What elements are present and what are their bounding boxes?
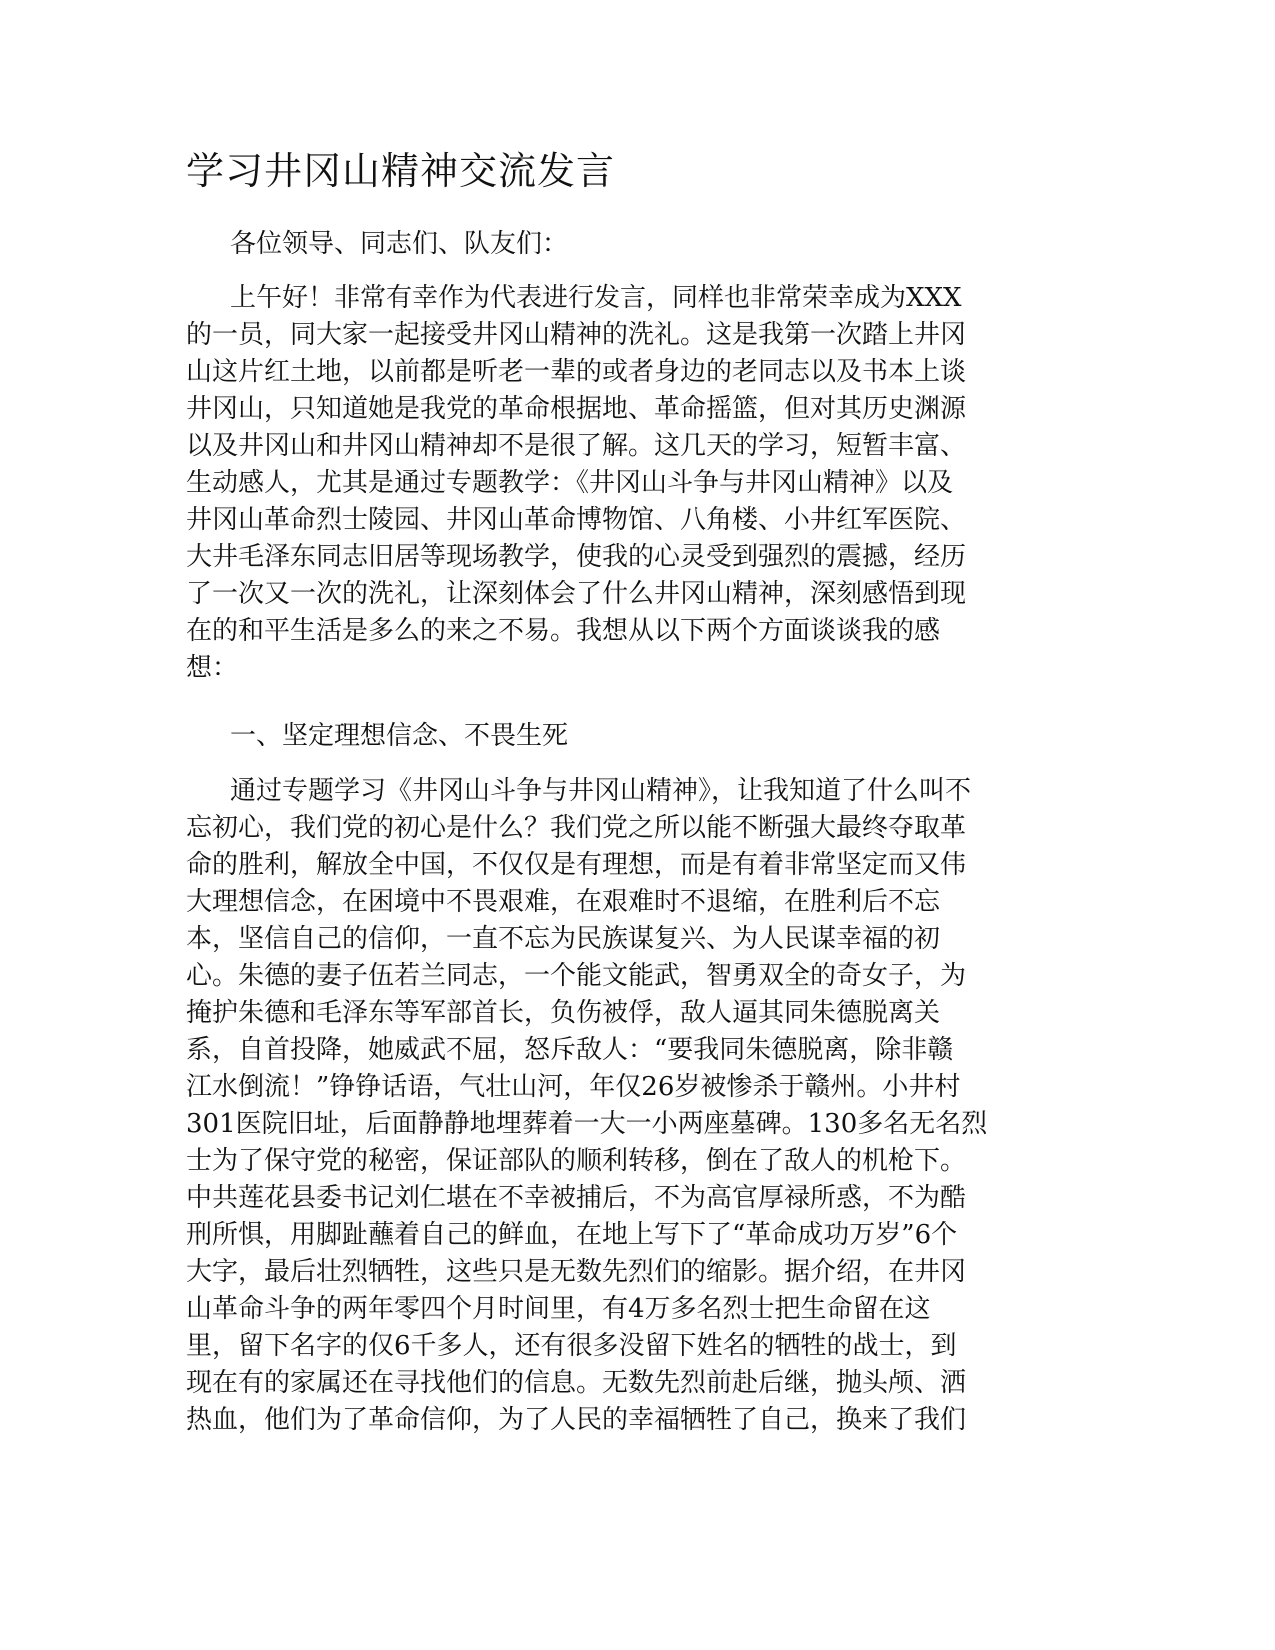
paragraph-line: 现在有的家属还在寻找他们的信息。无数先烈前赴后继，抛头颅、洒: [186, 1368, 967, 1398]
paragraph-line: 本，坚信自己的信仰，一直不忘为民族谋复兴、为人民谋幸福的初: [186, 924, 941, 954]
document-title: 学习井冈山精神交流发言: [186, 149, 616, 193]
paragraph-line: 中共莲花县委书记刘仁堪在不幸被捕后，不为高官厚禄所惑，不为酷: [186, 1183, 967, 1213]
paragraph-line: 了一次又一次的洗礼，让深刻体会了什么井冈山精神，深刻感悟到现: [186, 579, 967, 609]
paragraph-line: 大井毛泽东同志旧居等现场教学，使我的心灵受到强烈的震撼，经历: [186, 542, 967, 572]
paragraph-line: 大字，最后壮烈牺牲，这些只是无数先烈们的缩影。据介绍，在井冈: [186, 1257, 967, 1287]
greeting-line: 各位领导、同志们、队友们：: [230, 229, 569, 259]
paragraph-line: 忘初心，我们党的初心是什么？我们党之所以能不断强大最终夺取革: [186, 813, 967, 843]
paragraph-line: 井冈山革命烈士陵园、井冈山革命博物馆、八角楼、小井红军医院、: [186, 505, 967, 535]
section-heading-text: 一、坚定理想信念、不畏生死: [230, 721, 569, 751]
paragraph-line: 301医院旧址，后面静静地埋葬着一大一小两座墓碑。130多名无名烈: [186, 1109, 988, 1139]
section-paragraph: [186, 773, 987, 1439]
paragraph-line: 想：: [186, 653, 239, 683]
paragraph-line: 里，留下名字的仅6千多人，还有很多没留下姓名的牺牲的战士，到: [186, 1331, 957, 1361]
paragraph-line: 井冈山，只知道她是我党的革命根据地、革命摇篮，但对其历史渊源: [186, 394, 967, 424]
paragraph-line: 江水倒流！”铮铮话语，气壮山河，年仅26岁被惨杀于赣州。小井村: [186, 1072, 961, 1102]
greeting-paragraph: [186, 226, 568, 263]
paragraph-line: 刑所惧，用脚趾蘸着自己的鲜血，在地上写下了“革命成功万岁”6个: [186, 1220, 958, 1250]
section-heading: [186, 718, 568, 755]
paragraph-line: 热血，他们为了革命信仰，为了人民的幸福牺牲了自己，换来了我们: [186, 1405, 967, 1435]
paragraph-line: 大理想信念，在困境中不畏艰难，在艰难时不退缩，在胜利后不忘: [186, 887, 941, 917]
paragraph-line: 通过专题学习《井冈山斗争与井冈山精神》，让我知道了什么叫不: [230, 776, 972, 806]
paragraph-line: 掩护朱德和毛泽东等军部首长，负伤被俘，敌人逼其同朱德脱离关: [186, 998, 941, 1028]
paragraph-line: 系，自首投降，她威武不屈，怒斥敌人：“要我同朱德脱离，除非赣: [186, 1035, 954, 1065]
paragraph-line: 生动感人，尤其是通过专题教学：《井冈山斗争与井冈山精神》以及: [186, 468, 954, 498]
paragraph-line: 上午好！非常有幸作为代表进行发言，同样也非常荣幸成为XXX: [230, 283, 962, 313]
paragraph-line: 士为了保守党的秘密，保证部队的顺利转移，倒在了敌人的机枪下。: [186, 1146, 967, 1176]
paragraph-line: 以及井冈山和井冈山精神却不是很了解。这几天的学习，短暂丰富、: [186, 431, 967, 461]
paragraph-line: 山这片红土地，以前都是听老一辈的或者身边的老同志以及书本上谈: [186, 357, 967, 387]
paragraph-line: 山革命斗争的两年零四个月时间里，有4万多名烈士把生命留在这: [186, 1294, 931, 1324]
paragraph-line: 在的和平生活是多么的来之不易。我想从以下两个方面谈谈我的感: [186, 616, 941, 646]
opening-paragraph: [186, 280, 966, 687]
paragraph-line: 命的胜利，解放全中国，不仅仅是有理想，而是有着非常坚定而又伟: [186, 850, 967, 880]
paragraph-line: 心。朱德的妻子伍若兰同志，一个能文能武，智勇双全的奇女子，为: [186, 961, 967, 991]
paragraph-line: 的一员，同大家一起接受井冈山精神的洗礼。这是我第一次踏上井冈: [186, 320, 967, 350]
